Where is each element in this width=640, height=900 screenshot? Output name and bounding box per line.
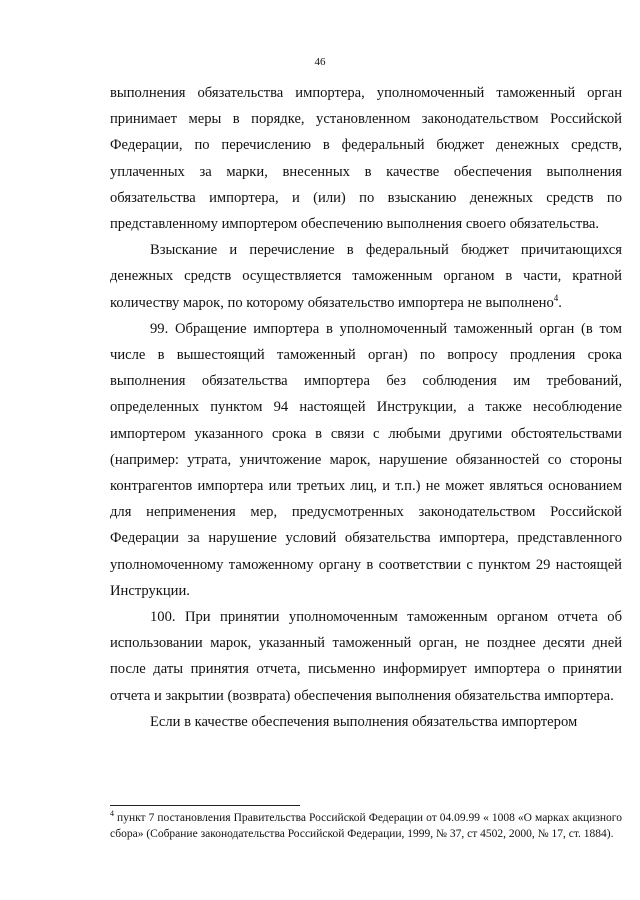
footnote-reference: 4 — [553, 292, 559, 303]
footnote-text: пункт 7 постановления Правительства Российской Федерации от 04.09.99 « 1008 «О марках акцизного сбора» (Собрание законодательства Российской Федерации, 1999, № 37, ст 4502, 2000, № 17, ст. 1884). — [110, 812, 622, 840]
footnote-marker: 4 — [110, 809, 114, 819]
paragraph-text: 100. При принятии уполномоченным таможенным органом отчета об использовании марок, указанный таможенный орган, не позднее десяти дней после даты принятия отчета, письменно информирует импортера о принятии отчета и закрытии (возврата) обеспечения выполнения обязательства импортера. — [110, 609, 622, 704]
paragraph-recovery — [110, 237, 622, 316]
page-number: 46 — [314, 56, 326, 68]
paragraph-text: Если в качестве обеспечения выполнения обязательства импортером — [150, 713, 578, 730]
paragraph-text: Взыскание и перечисление в федеральный бюджет причитающихся денежных средств осуществляется таможенным органом в части, кратной количеству марок, по которому обязательство импортера не выполнено — [110, 242, 622, 311]
paragraph-text-end: . — [558, 294, 562, 311]
paragraph-99 — [110, 316, 622, 604]
paragraph-continued — [110, 80, 622, 237]
footnote-divider — [110, 805, 300, 806]
paragraph-text: 99. Обращение импортера в уполномоченный таможенный орган (в том числе в вышестоящий таможенный орган) по вопросу продления срока выполнения обязательства импортера без соблюдения им требований, определенных пунктом 94 настоящей Инструкции, а также несоблюдение импортером указанного срока в связи с любыми другими обстоятельствами (например: утрата, уничтожение марок, нарушение обязанностей со стороны контрагентов импортера или третьих лиц, и т.п.) не может являться основанием для неприменения мер, предусмотренных законодательством Российской Федерации за нарушение условий обязательства импортера, представленного уполномоченному таможенному органу в соответствии с пунктом 29 настоящей Инструкции. — [110, 320, 622, 599]
footnote — [110, 811, 622, 843]
paragraph-continues-next-page — [110, 709, 622, 735]
paragraph-100 — [110, 604, 622, 709]
document-body — [110, 80, 622, 735]
paragraph-text: выполнения обязательства импортера, уполномоченный таможенный орган принимает меры в порядке, установленном законодательством Российской Федерации, по перечислению в федеральный бюджет денежных средств, уплаченных за марки, внесенных в качестве обеспечения выполнения обязательства импортера, и (или) по взысканию денежных средств по представленному импортером обеспечению выполнения своего обязательства. — [110, 85, 622, 233]
